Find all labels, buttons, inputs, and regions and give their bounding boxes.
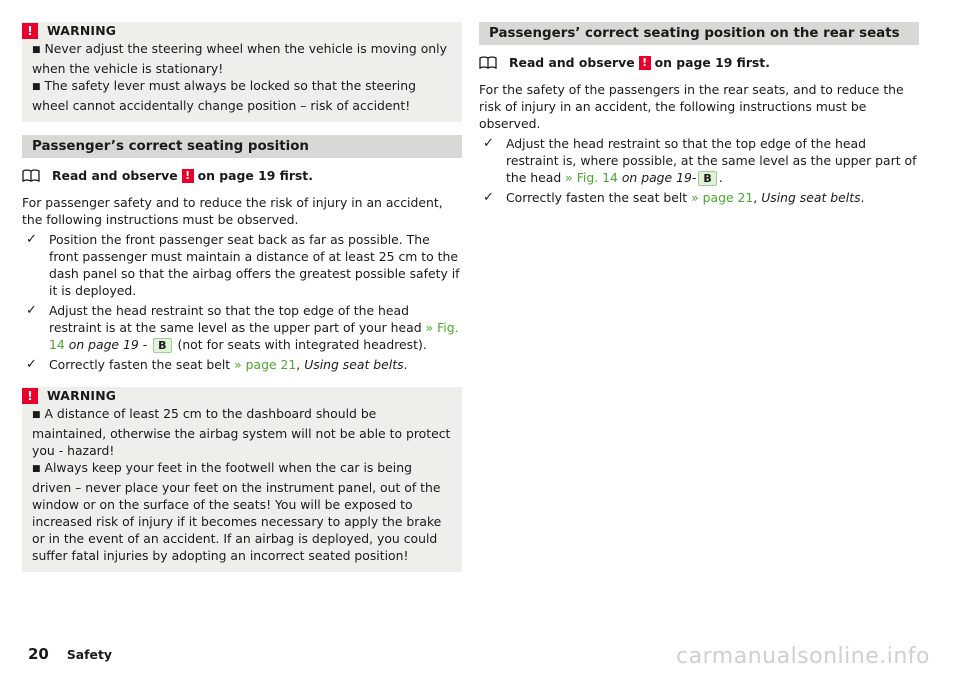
list-item bbox=[22, 231, 462, 299]
checkmark-icon: ✓ bbox=[483, 190, 494, 205]
exclamation-icon: ! bbox=[22, 388, 38, 404]
chapter-name: Safety bbox=[66, 647, 112, 662]
right-column bbox=[479, 22, 919, 206]
exclamation-icon: ! bbox=[182, 169, 194, 183]
warning-title: WARNING bbox=[47, 388, 117, 403]
period: . bbox=[860, 190, 865, 205]
warning-header bbox=[22, 387, 462, 404]
step-text-end: (not for seats with integrated headrest). bbox=[177, 337, 427, 352]
figure-reference-link[interactable]: » Fig. 14 bbox=[565, 170, 618, 185]
period: . bbox=[718, 170, 723, 185]
warning-title: WARNING bbox=[47, 23, 117, 38]
step-text: Correctly fasten the seat belt bbox=[506, 190, 688, 205]
read-and-observe-note bbox=[479, 54, 919, 71]
checkmark-icon: ✓ bbox=[26, 303, 37, 318]
page-footer bbox=[28, 646, 112, 663]
instruction-list bbox=[22, 231, 462, 373]
figure-label-b: B bbox=[698, 171, 716, 186]
warning-header bbox=[22, 22, 462, 39]
section-reference: Using seat belts bbox=[761, 190, 861, 205]
read-observe-page-link[interactable]: on page 19 first. bbox=[654, 55, 770, 70]
intro-text: For the safety of the passengers in the rear seats, and to reduce the risk of injury in an accident, the following instructions must be observed. bbox=[479, 82, 904, 131]
book-icon bbox=[479, 56, 497, 70]
list-item bbox=[22, 356, 462, 373]
instruction-list bbox=[479, 135, 919, 206]
checkmark-icon: ✓ bbox=[26, 357, 37, 372]
comma: , bbox=[753, 190, 758, 205]
checkmark-icon: ✓ bbox=[26, 232, 37, 247]
section-heading-rear-seats: Passengers’ correct seating position on the rear seats bbox=[479, 22, 919, 45]
warning-item: ■ The safety lever must always be locked so that the steering wheel cannot accidentally change position – risk of accident! bbox=[32, 77, 452, 114]
page-number: 20 bbox=[28, 645, 49, 663]
warning-item: ■ Always keep your feet in the footwell when the car is being driven – never place your feet on the instrument panel, out of the window or on the surface of the seats! You will be exposed to increased risk of injury if it becomes necessary to apply the brake or in the event of an accident. If an airbag is deployed, you could suffer fatal injuries by adopting an incorrect seated position! bbox=[32, 459, 452, 564]
figure-reference-link[interactable]: » Fig. 14 bbox=[49, 320, 459, 352]
section-heading-passenger: Passenger’s correct seating position bbox=[22, 135, 462, 158]
step-text: Position the front passenger seat back as far as possible. The front passenger must maintain a distance of at least 25 cm to the dash panel so that the airbag offers the greatest possible safety if it is deployed. bbox=[49, 232, 460, 298]
warning-item: ■ Never adjust the steering wheel when the vehicle is moving only when the vehicle is stationary! bbox=[32, 40, 452, 77]
step-text: Adjust the head restraint so that the top edge of the head restraint is at the same level as the upper part of your head bbox=[49, 303, 422, 335]
read-and-observe-note bbox=[22, 167, 462, 184]
read-observe-page-link[interactable]: on page 19 first. bbox=[197, 168, 313, 183]
list-item bbox=[479, 135, 919, 186]
page-reference: on page 19 bbox=[68, 337, 139, 352]
separator: - bbox=[142, 337, 148, 352]
warning-item: ■ A distance of least 25 cm to the dashboard should be maintained, otherwise the airbag system will not be able to protect you - hazard! bbox=[32, 405, 452, 459]
intro-text: For passenger safety and to reduce the risk of injury in an accident, the following instructions must be observed. bbox=[22, 195, 443, 227]
watermark: carmanualsonline.info bbox=[676, 644, 930, 669]
comma: , bbox=[296, 357, 301, 372]
list-item bbox=[22, 302, 462, 353]
page-reference: on page 19 bbox=[621, 170, 692, 185]
page-reference-link[interactable]: » page 21 bbox=[234, 357, 297, 372]
page-reference-link[interactable]: » page 21 bbox=[691, 190, 754, 205]
section-reference: Using seat belts bbox=[304, 357, 404, 372]
exclamation-icon: ! bbox=[639, 56, 651, 70]
list-item bbox=[479, 189, 919, 206]
exclamation-icon: ! bbox=[22, 23, 38, 39]
separator: - bbox=[691, 170, 697, 185]
figure-label-b: B bbox=[153, 338, 171, 353]
step-text: Correctly fasten the seat belt bbox=[49, 357, 231, 372]
step-text: Adjust the head restraint so that the top edge of the head restraint is, where possible, at the same level as the upper part of the head bbox=[506, 136, 917, 185]
period: . bbox=[403, 357, 408, 372]
warning-box-seating bbox=[22, 387, 462, 572]
checkmark-icon: ✓ bbox=[483, 136, 494, 151]
read-observe-text: Read and observe bbox=[52, 168, 178, 183]
book-icon bbox=[22, 169, 40, 183]
read-observe-text: Read and observe bbox=[509, 55, 635, 70]
warning-box-steering bbox=[22, 22, 462, 122]
left-column bbox=[22, 22, 462, 572]
